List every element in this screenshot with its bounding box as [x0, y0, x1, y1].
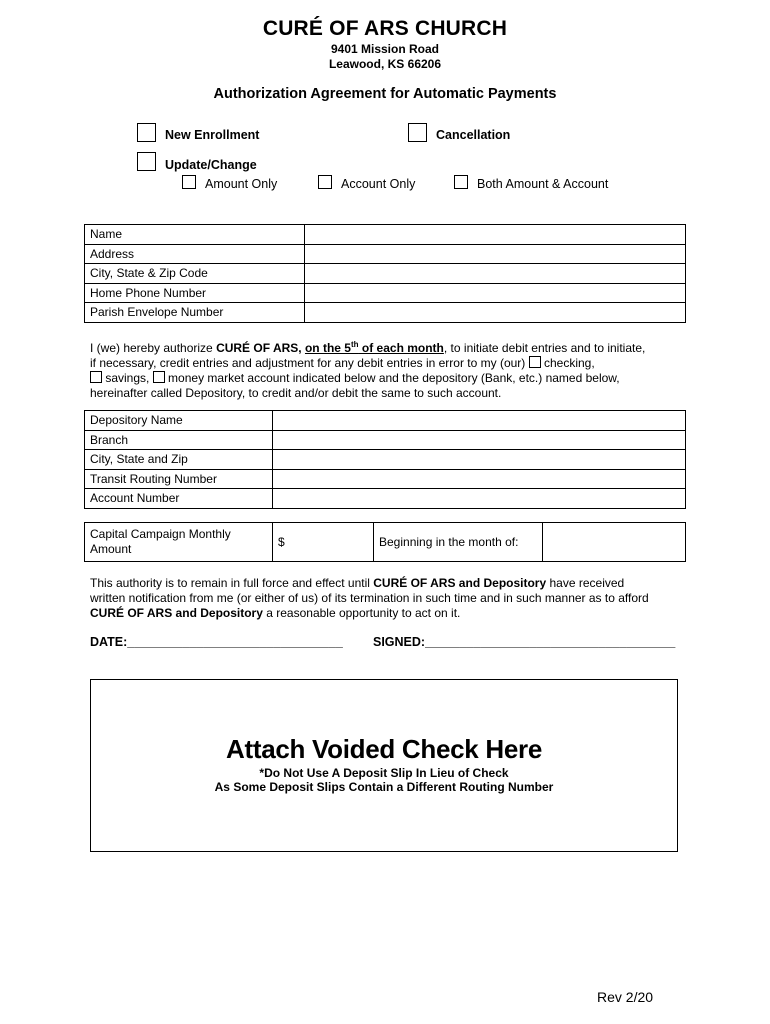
row-label: Depository Name	[85, 411, 273, 431]
table-row	[85, 225, 686, 245]
terms-paragraph: This authority is to remain in full force and effect until CURÉ OF ARS and Depository have received written notification from me (or either of us) of its termination in such time and in such manner as to afford CURÉ OF ARS and Depository a reasonable opportunity to act on it.	[90, 576, 649, 620]
address-line-2: Leawood, KS 66206	[328, 57, 442, 71]
table-row	[85, 283, 686, 303]
table-row	[85, 450, 686, 470]
savings-checkbox[interactable]	[90, 371, 102, 383]
table-row	[85, 411, 686, 431]
branch-field[interactable]	[273, 430, 686, 450]
voided-check-area[interactable]	[90, 679, 678, 852]
new-enrollment-checkbox[interactable]	[137, 123, 156, 142]
both-checkbox[interactable]	[454, 175, 468, 189]
bank-info-table	[84, 410, 686, 509]
table-row	[85, 489, 686, 509]
row-label: Parish Envelope Number	[85, 303, 305, 323]
amount-only-checkbox[interactable]	[182, 175, 196, 189]
routing-number-field[interactable]	[273, 469, 686, 489]
row-label: Transit Routing Number	[85, 469, 273, 489]
attach-check-title: Attach Voided Check Here	[226, 734, 542, 764]
personal-info-table	[84, 224, 686, 323]
signed-line[interactable]: SIGNED:____________________________________	[373, 635, 676, 649]
table-row	[85, 303, 686, 323]
campaign-amount-field[interactable]: $	[273, 523, 374, 562]
table-row	[85, 264, 686, 284]
table-row	[85, 469, 686, 489]
update-change-label: Update/Change	[165, 158, 257, 172]
both-label: Both Amount & Account	[477, 177, 609, 191]
table-row	[85, 430, 686, 450]
row-label: Account Number	[85, 489, 273, 509]
account-only-label: Account Only	[341, 177, 416, 191]
city-state-zip-field[interactable]	[305, 264, 686, 284]
account-number-field[interactable]	[273, 489, 686, 509]
row-label: City, State and Zip	[85, 450, 273, 470]
church-name: CURÉ OF ARS CHURCH	[262, 17, 508, 40]
depository-name-field[interactable]	[273, 411, 686, 431]
envelope-number-field[interactable]	[305, 303, 686, 323]
check-note-1: *Do Not Use A Deposit Slip In Lieu of Check	[259, 766, 509, 780]
row-label: City, State & Zip Code	[85, 264, 305, 284]
check-note-2: As Some Deposit Slips Contain a Different Routing Number	[214, 780, 554, 794]
row-label: Name	[85, 225, 305, 245]
row-label: Address	[85, 244, 305, 264]
form-title: Authorization Agreement for Automatic Payments	[213, 86, 557, 102]
home-phone-field[interactable]	[305, 283, 686, 303]
revision-label: Rev 2/20	[597, 989, 654, 1005]
money-market-checkbox[interactable]	[153, 371, 165, 383]
row-label: Home Phone Number	[85, 283, 305, 303]
cancellation-label: Cancellation	[436, 128, 511, 142]
bank-city-field[interactable]	[273, 450, 686, 470]
address-line-1: 9401 Mission Road	[330, 42, 440, 56]
amount-only-label: Amount Only	[205, 177, 278, 191]
date-line[interactable]: DATE:_______________________________	[90, 635, 343, 649]
address-field[interactable]	[305, 244, 686, 264]
cancellation-checkbox[interactable]	[408, 123, 427, 142]
update-change-checkbox[interactable]	[137, 152, 156, 171]
account-only-checkbox[interactable]	[318, 175, 332, 189]
authorization-paragraph: I (we) hereby authorize CURÉ OF ARS, on the 5th of each month, to initiate debit entries and to initiate, if necessary, credit entries and adjustment for any debit entries in error to my (our) checking, savings, money market account indicated below and the depository (Bank, etc.) named below, hereinafter called Depository, to credit and/or debit the same to such account.	[90, 340, 646, 400]
checking-checkbox[interactable]	[529, 356, 541, 368]
row-label: Branch	[85, 430, 273, 450]
new-enrollment-label: New Enrollment	[165, 128, 260, 142]
campaign-table	[84, 522, 686, 562]
campaign-label: Capital Campaign Monthly Amount	[85, 523, 273, 562]
name-field[interactable]	[305, 225, 686, 245]
table-row	[85, 244, 686, 264]
table-row	[85, 523, 686, 562]
beginning-month-field[interactable]	[543, 523, 686, 562]
beginning-label: Beginning in the month of:	[374, 523, 543, 562]
